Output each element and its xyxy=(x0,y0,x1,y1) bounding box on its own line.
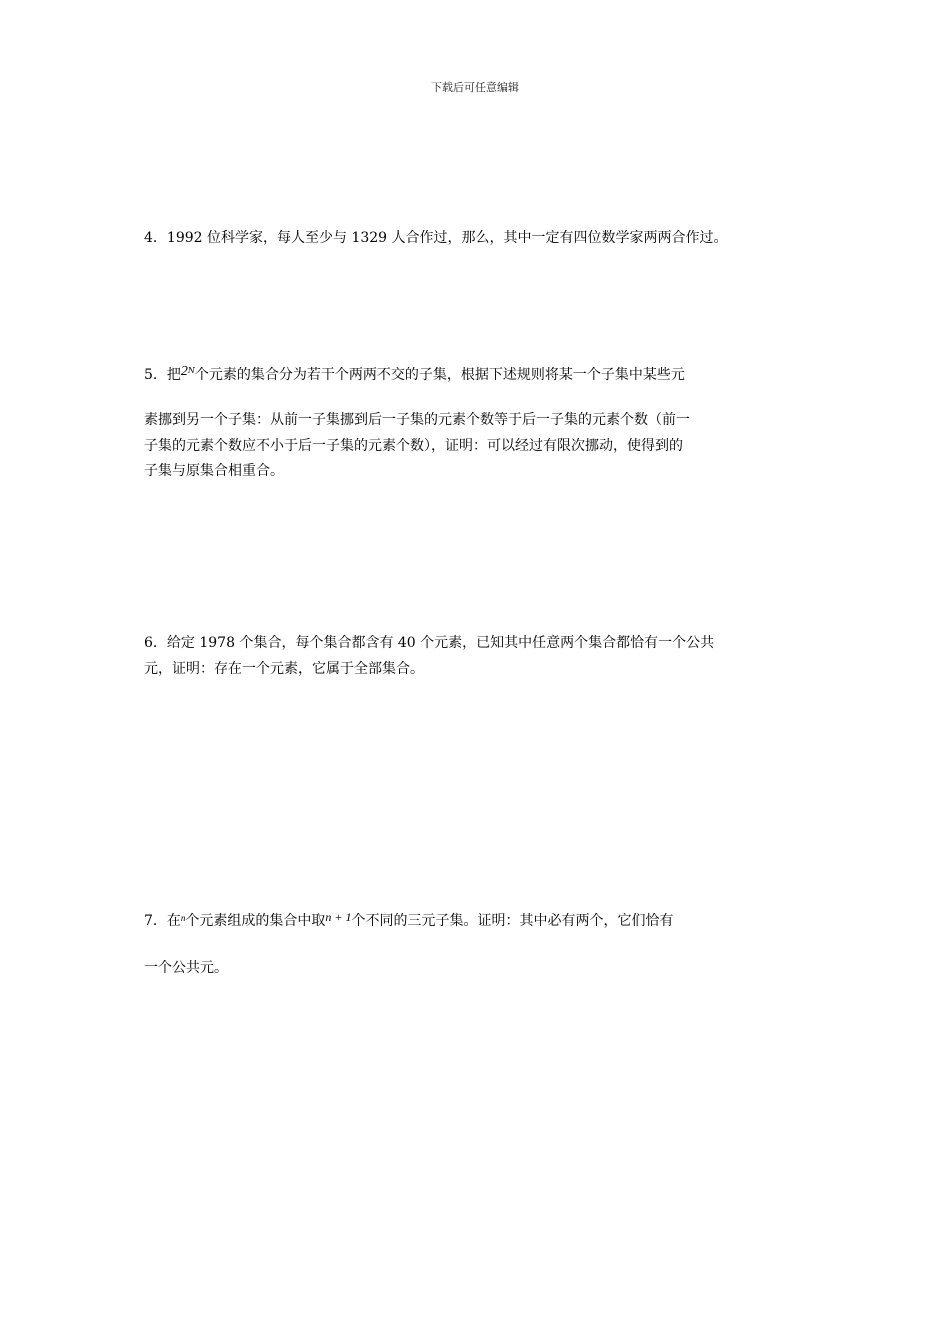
problem-6-text-1: 给定 1978 个集合，每个集合都含有 40 个元素，已知其中任意两个集合都恰有一个公共 xyxy=(166,635,715,651)
problem-7-prefix: 在 xyxy=(166,913,181,929)
problem-7-mid: 个元素组成的集合中取 xyxy=(185,913,326,929)
problem-6-number: 6． xyxy=(144,635,167,651)
problem-5-number: 5． xyxy=(144,367,167,383)
problem-4-text: 1992 位科学家，每人至少与 1329 人合作过，那么，其中一定有四位数学家两两合作过。 xyxy=(166,230,728,246)
problem-5-math-exponent: N xyxy=(187,366,195,375)
problem-4-line-1 xyxy=(144,229,824,247)
problem-7-line-1 xyxy=(144,912,824,931)
problem-4-number: 4． xyxy=(144,230,167,246)
problem-5-line-4: 子集与原集合相重合。 xyxy=(144,463,284,479)
problem-5-math-base: 2 xyxy=(180,364,188,379)
problem-7-line-2: 一个公共元。 xyxy=(144,960,228,976)
problem-7-number: 7． xyxy=(144,913,167,929)
problem-5-line-1-rest: 个元素的集合分为若干个两两不交的子集，根据下述规则将某一个子集中某些元 xyxy=(194,367,685,383)
problem-5-prefix: 把 xyxy=(166,367,181,383)
problem-7-math-expr: n + 1 xyxy=(325,910,352,924)
problem-7-line-1-rest: 个不同的三元子集。证明：其中必有两个，它们恰有 xyxy=(351,913,674,929)
problem-6-line-1 xyxy=(144,634,824,652)
problem-7-math-n: n xyxy=(180,913,186,923)
problem-5-line-2: 素挪到另一个子集：从前一子集挪到后一子集的元素个数等于后一子集的元素个数（前一 xyxy=(144,412,690,428)
problem-5-line-1 xyxy=(144,366,824,386)
page-header: 下载后可任意编辑 xyxy=(431,81,519,94)
problem-6-line-2: 元，证明：存在一个元素，它属于全部集合。 xyxy=(144,661,424,677)
problem-5-line-3: 子集的元素个数应不小于后一子集的元素个数），证明：可以经过有限次挪动，使得到的 xyxy=(144,438,683,454)
